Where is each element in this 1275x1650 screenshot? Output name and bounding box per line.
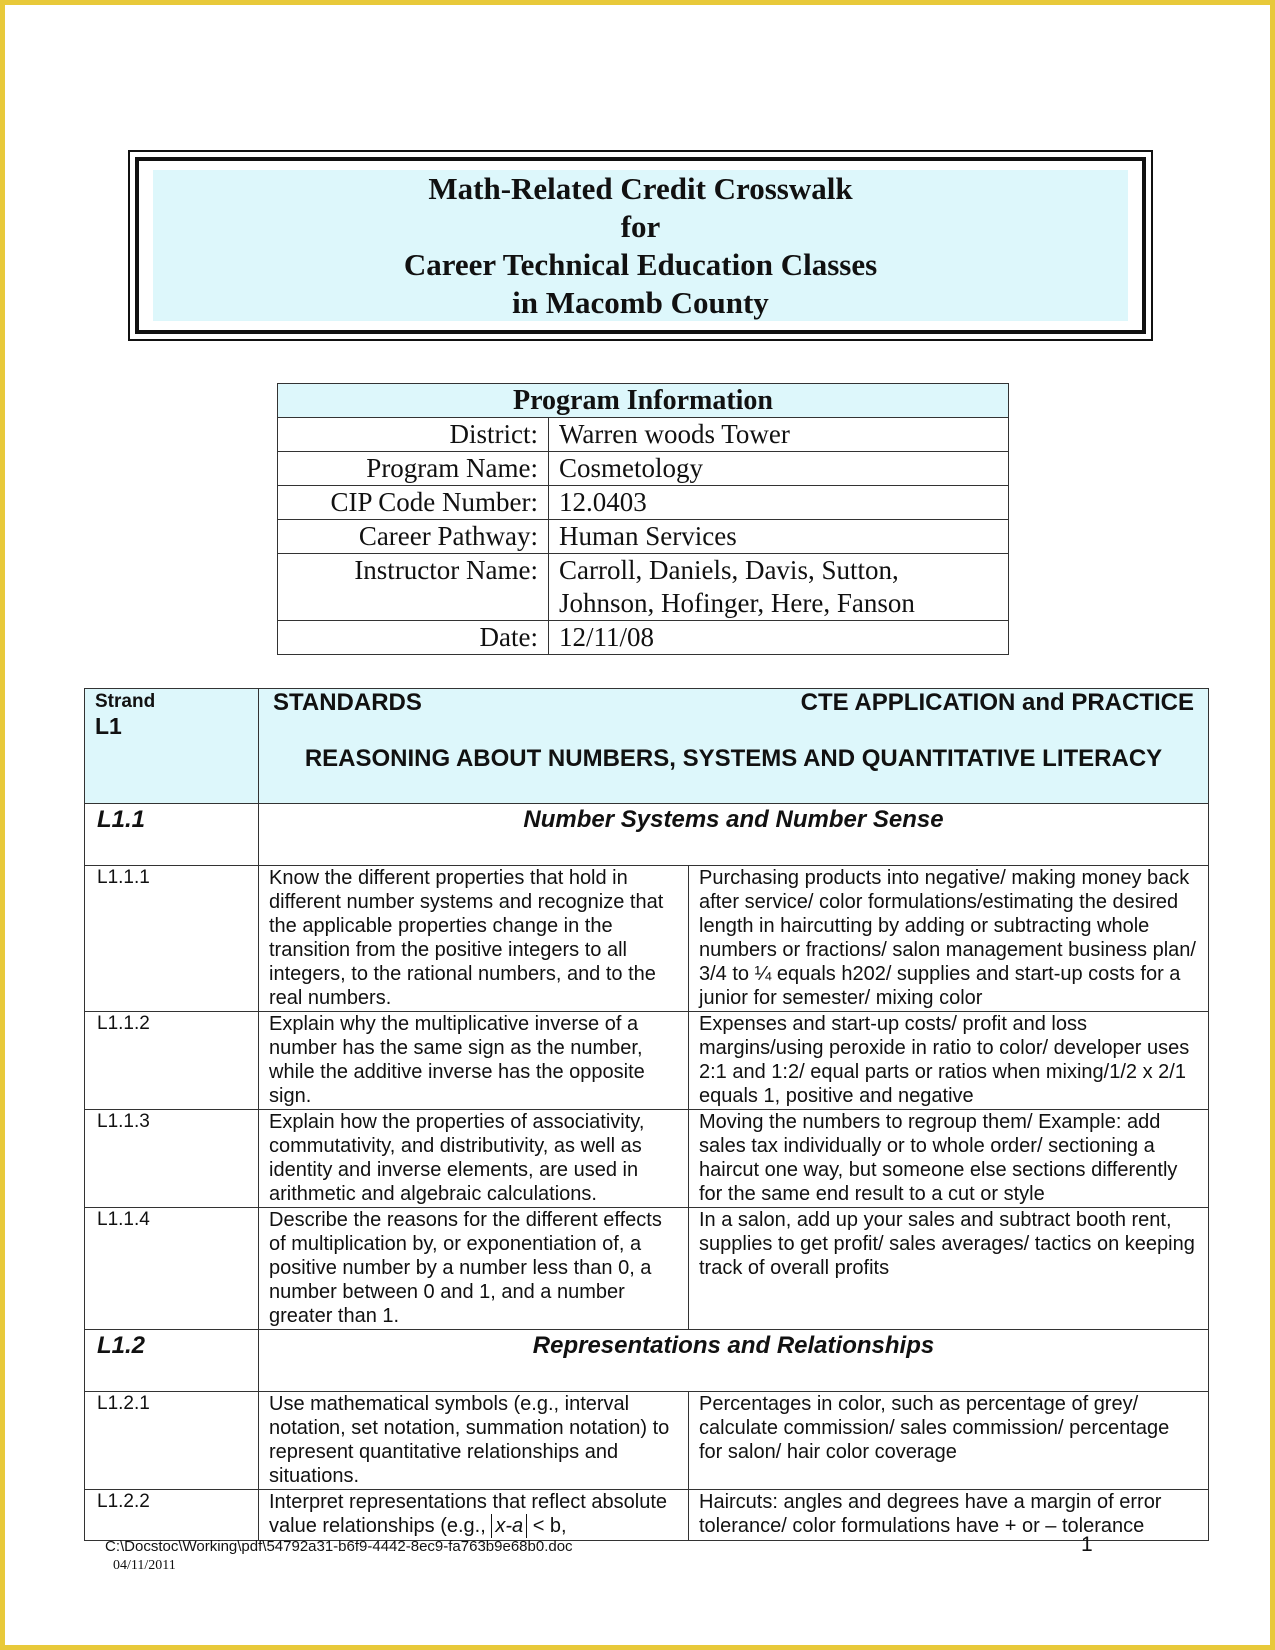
title-line-4: in Macomb County <box>512 284 769 320</box>
strand-title: REASONING ABOUT NUMBERS, SYSTEMS AND QUANTITATIVE LITERACY <box>304 745 1163 772</box>
standards-table <box>84 688 1209 1541</box>
section-row <box>85 804 1209 866</box>
instructor-name-value <box>549 554 1009 621</box>
cip-code-label: CIP Code Number: <box>278 486 549 520</box>
standard-text: Use mathematical symbols (e.g., interval notation, set notation, summation notation) to represent quantitative relationships and situations. <box>259 1392 689 1490</box>
cte-label: CTE APPLICATION and PRACTICE <box>800 689 1194 716</box>
application-text: Haircuts: angles and degrees have a margin of error tolerance/ color formulations have + or – tolerance <box>689 1490 1209 1541</box>
title-box <box>128 150 1153 341</box>
title-line-1: Math-Related Credit Crosswalk <box>428 170 853 206</box>
standard-text: Explain why the multiplicative inverse of a number has the same sign as the number, while the additive inverse has the opposite sign. <box>259 1012 689 1110</box>
program-name-label: Program Name: <box>278 452 549 486</box>
strand-label: Strand <box>95 691 156 712</box>
strand-header-row <box>85 689 1209 804</box>
standards-label: STANDARDS <box>273 689 422 716</box>
section-code: L1.2 <box>85 1330 259 1392</box>
table-row <box>85 1110 1209 1208</box>
document-page <box>5 5 1270 1645</box>
page-number: 1 <box>1081 1533 1093 1556</box>
standard-text <box>259 1490 689 1541</box>
standard-code: L1.2.2 <box>85 1490 259 1541</box>
date-value: 12/11/08 <box>549 621 1009 655</box>
standard-code: L1.1.4 <box>85 1208 259 1330</box>
instructor-line-2: Johnson, Hofinger, Here, Fanson <box>559 588 915 618</box>
footer-date: 04/11/2011 <box>113 1558 176 1573</box>
career-pathway-value: Human Services <box>549 520 1009 554</box>
section-title: Number Systems and Number Sense <box>259 804 1209 866</box>
standard-code: L1.2.1 <box>85 1392 259 1490</box>
district-value: Warren woods Tower <box>549 418 1009 452</box>
title-line-3: Career Technical Education Classes <box>403 246 878 282</box>
application-text: In a salon, add up your sales and subtract booth rent, supplies to get profit/ sales averages/ tactics on keeping track of overall profits <box>689 1208 1209 1330</box>
program-info-table <box>277 383 1009 655</box>
application-text: Purchasing products into negative/ making money back after service/ color formulations/estimating the desired length in haircutting by adding or subtracting whole numbers or fractions/ salon management business plan/ 3/4 to ¼ equals h202/ supplies and start-up costs for a junior for semester/ mixing color <box>689 866 1209 1012</box>
section-row <box>85 1330 1209 1392</box>
title-line-2: for <box>620 208 661 244</box>
section-code: L1.1 <box>85 804 259 866</box>
date-label: Date: <box>278 621 549 655</box>
career-pathway-label: Career Pathway: <box>278 520 549 554</box>
title-block <box>153 170 1128 321</box>
program-name-value: Cosmetology <box>549 452 1009 486</box>
standard-text: Explain how the properties of associativity, commutativity, and distributivity, as well as identity and inverse elements, are used in arithmetic and algebraic calculations. <box>259 1110 689 1208</box>
application-text: Expenses and start-up costs/ profit and loss margins/using peroxide in ratio to color/ developer uses 2:1 and 1:2/ equal parts or ratios when mixing/1/2 x 2/1 equals 1, positive and negative <box>689 1012 1209 1110</box>
instructor-line-1: Carroll, Daniels, Davis, Sutton, <box>559 555 899 585</box>
table-row <box>85 866 1209 1012</box>
title-frame <box>135 157 1146 334</box>
standard-text-prefix: Interpret representations that reflect absolute value relationships (e.g., <box>269 1491 668 1537</box>
instructor-name-label: Instructor Name: <box>278 554 549 621</box>
program-info-header: Program Information <box>278 384 1009 418</box>
standard-text: Describe the reasons for the different effects of multiplication by, or exponentiation of, a positive number by a number less than 0, a number between 0 and 1, and a number greater than 1. <box>259 1208 689 1330</box>
application-text: Moving the numbers to regroup them/ Example: add sales tax individually or to whole order/ sectioning a haircut one way, but someone else sections differently for the same end result to a cut or style <box>689 1110 1209 1208</box>
footer-file-path: C:\Docstoc\Working\pdf\54792a31-b6f9-4442-8ec9-fa763b9e68b0.doc <box>105 1538 573 1555</box>
table-row <box>85 1208 1209 1330</box>
district-label: District: <box>278 418 549 452</box>
standard-code: L1.1.1 <box>85 866 259 1012</box>
strand-cell <box>85 689 259 804</box>
table-row <box>85 1012 1209 1110</box>
standard-code: L1.1.2 <box>85 1012 259 1110</box>
standard-text-suffix: < b, <box>527 1515 567 1537</box>
cip-code-value: 12.0403 <box>549 486 1009 520</box>
standard-code: L1.1.3 <box>85 1110 259 1208</box>
strand-code: L1 <box>95 713 122 739</box>
standard-text: Know the different properties that hold in different number systems and recognize that the applicable properties change in the transition from the positive integers to all integers, to the rational numbers, and to the real numbers. <box>259 866 689 1012</box>
application-text: Percentages in color, such as percentage of grey/ calculate commission/ sales commission/ percentage for salon/ hair color coverage <box>689 1392 1209 1490</box>
absolute-value-expression: x-a <box>491 1514 527 1538</box>
section-title: Representations and Relationships <box>259 1330 1209 1392</box>
standards-header-cell <box>259 689 1209 804</box>
table-row <box>85 1392 1209 1490</box>
table-row <box>85 1490 1209 1541</box>
